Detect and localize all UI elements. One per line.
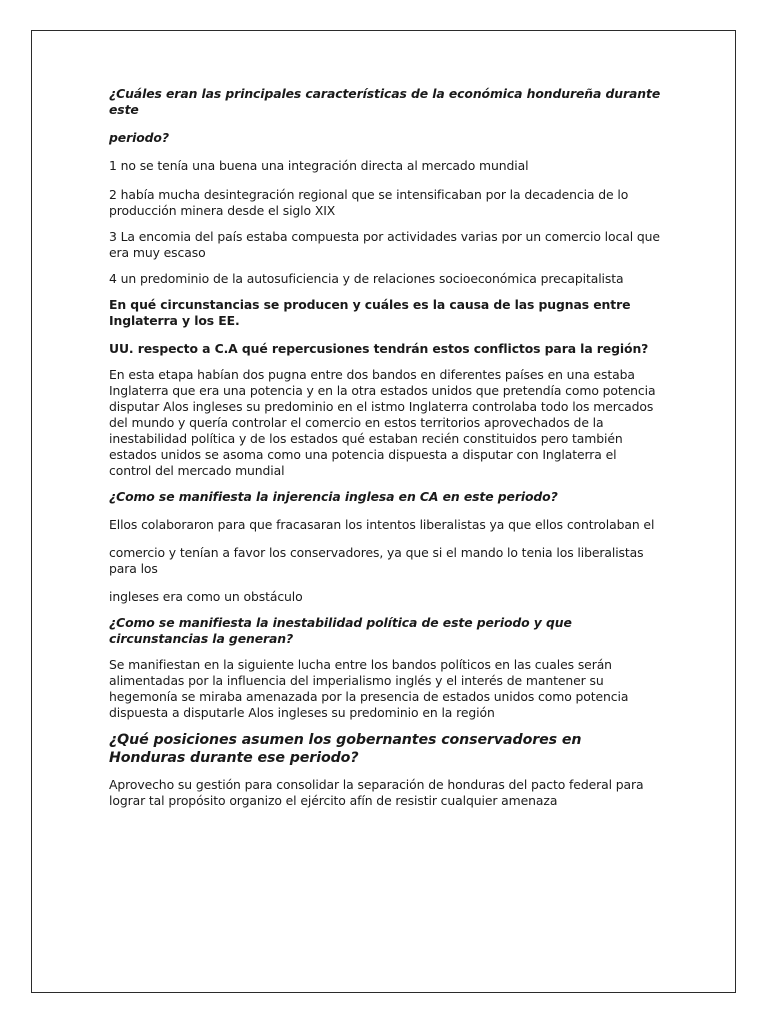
answer-2: En esta etapa habían dos pugna entre dos bandos en diferentes países en una estaba Inglaterra que era una potencia y en la otra estados unidos que pretendía como potencia disputar Alos ingleses su predominio en el istmo Inglaterra controlaba todo los mercados del mundo y quería controlar el comercio en estos territorios aprovechados de la inestabilidad política y de los estados qué estaban recién constituidos pero también estados unidos se asoma como una potencia dispuesta a disputar con Inglaterra el control del mercado mundial bbox=[109, 367, 656, 478]
answer-4: Se manifiestan en la siguiente lucha entre los bandos políticos en las cuales serán alimentadas por la influencia del imperialismo inglés y el interés de mantener su hegemonía se miraba amenazada por la presencia de estados unidos como potencia dispuesta a disputarle Alos ingleses su predominio en la región bbox=[109, 657, 629, 720]
question-1-line-2: periodo? bbox=[109, 130, 169, 145]
question-3: ¿Como se manifiesta la injerencia inglesa en CA en este periodo? bbox=[109, 489, 558, 504]
question-1-line-1: ¿Cuáles eran las principales características de la económica hondureña durante este bbox=[109, 86, 661, 117]
question-5: ¿Qué posiciones asumen los gobernantes conservadores en Honduras durante ese periodo? bbox=[109, 732, 582, 766]
answer-3-line-1: Ellos colaboraron para que fracasaran los intentos liberalistas ya que ellos controlaban el bbox=[109, 517, 655, 532]
answer-5: Aprovecho su gestión para consolidar la separación de honduras del pacto federal para lograr tal propósito organizo el ejército afín de resistir cualquier amenaza bbox=[109, 777, 644, 808]
answer-1-item-4: 4 un predominio de la autosuficiencia y de relaciones socioeconómica precapitalista bbox=[109, 271, 624, 286]
question-4: ¿Como se manifiesta la inestabilidad política de este periodo y que circunstancias la generan? bbox=[109, 615, 572, 646]
answer-1-item-2: 2 había mucha desintegración regional que se intensificaban por la decadencia de lo producción minera desde el siglo XIX bbox=[109, 187, 629, 218]
answer-1-item-3: 3 La encomia del país estaba compuesta por actividades varias por un comercio local que era muy escaso bbox=[109, 229, 660, 260]
answer-3-line-3: ingleses era como un obstáculo bbox=[109, 589, 303, 604]
question-2-line-1: En qué circunstancias se producen y cuáles es la causa de las pugnas entre Inglaterra y los EE. bbox=[109, 297, 631, 328]
question-2-line-2: UU. respecto a C.A qué repercusiones tendrán estos conflictos para la región? bbox=[109, 341, 649, 356]
answer-3-line-2: comercio y tenían a favor los conservadores, ya que si el mando lo tenia los liberalistas para los bbox=[109, 545, 644, 576]
answer-1-item-1: 1 no se tenía una buena una integración directa al mercado mundial bbox=[109, 158, 529, 173]
document-body bbox=[109, 86, 661, 809]
